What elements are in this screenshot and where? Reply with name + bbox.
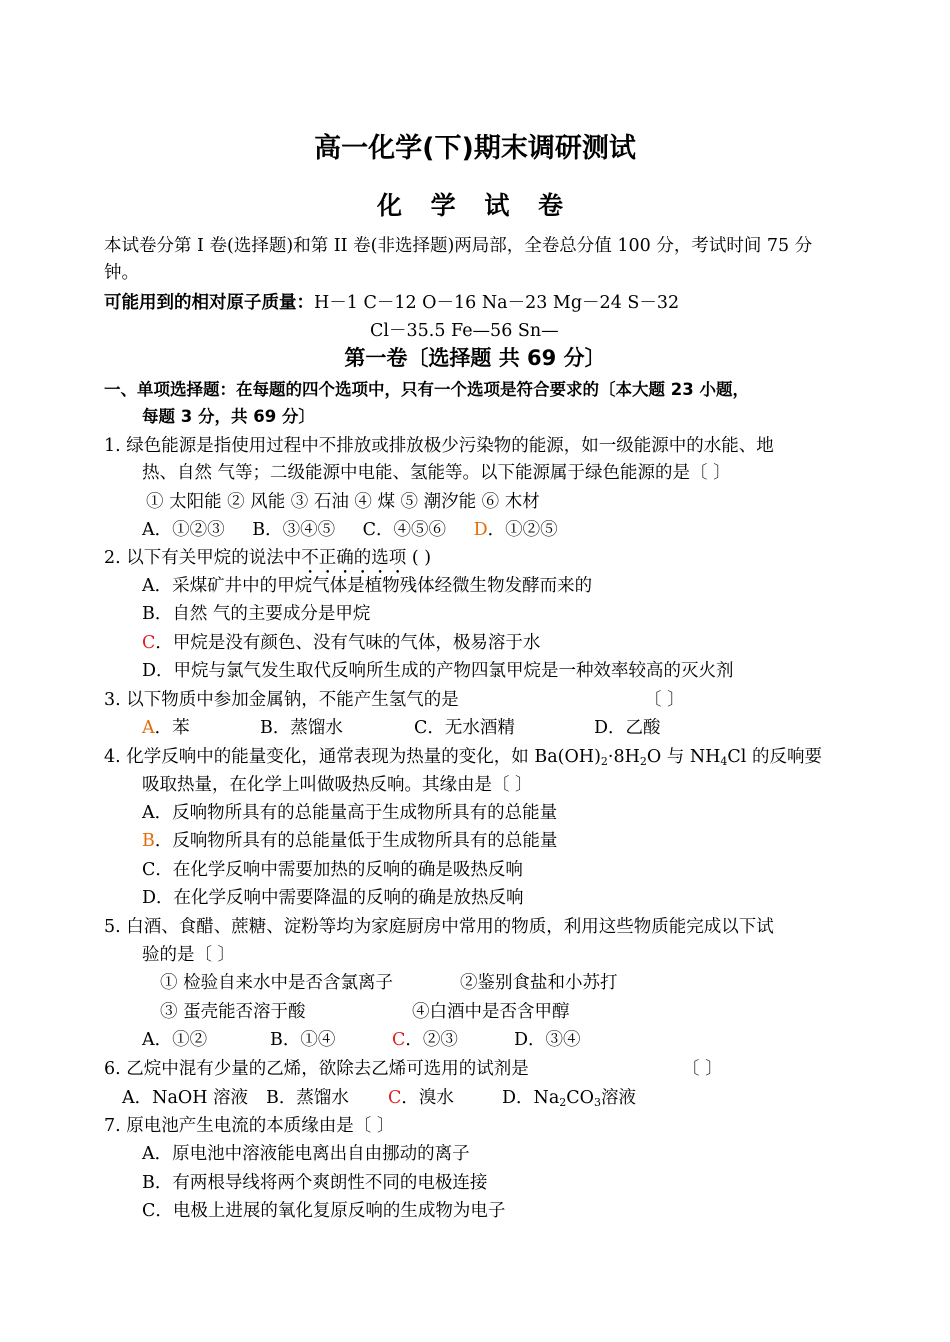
option-c: C．④⑤⑥ bbox=[362, 520, 447, 540]
question-5-item-2: ②鉴别食盐和小苏打 bbox=[460, 973, 618, 993]
question-4-line-2: 吸取热量，在化学上叫做吸热反响。其缘由是〔 〕 bbox=[142, 775, 533, 795]
option-a: A．①②③ bbox=[142, 520, 225, 540]
option-c-line bbox=[392, 1027, 458, 1053]
question-text: 白酒、食醋、蔗糖、淀粉等均为家庭厨房中常用的物质，利用这些物质能完成以下试 bbox=[126, 917, 774, 937]
option-a: A．反响物所具有的总能量高于生成物所具有的总能量 bbox=[142, 803, 558, 823]
formula-part: 溶液 bbox=[601, 1088, 637, 1108]
option-b: B．有两根导线将两个爽朗性不同的电极连接 bbox=[142, 1173, 488, 1193]
option-b: B．③④⑤ bbox=[252, 520, 336, 540]
option-c-key: C bbox=[392, 1030, 406, 1050]
option-c: ．甲烷是没有颜色、没有气味的气体，极易溶于水 bbox=[155, 633, 541, 653]
atomic-mass-line bbox=[104, 290, 679, 316]
section-instructions-2: 每题 3 分，共 69 分〕 bbox=[142, 407, 315, 426]
formula-part: ·8H bbox=[607, 747, 640, 767]
question-1-items: ① 太阳能 ② 风能 ③ 石油 ④ 煤 ⑤ 潮汐能 ⑥ 木材 bbox=[146, 492, 540, 512]
question-number: 7. bbox=[104, 1116, 121, 1136]
section-title: 第一卷〔选择题 共 69 分〕 bbox=[344, 346, 606, 370]
question-text: 以下有关甲烷的说法中 bbox=[126, 548, 302, 568]
option-a: A．采煤矿井中的甲烷气体是植物残体经微生物发酵而来的 bbox=[142, 576, 593, 596]
option-b: B．①④ bbox=[270, 1030, 336, 1050]
option-c-line bbox=[388, 1085, 454, 1111]
answer-paren: ( ) bbox=[406, 548, 432, 568]
option-d-key: D bbox=[473, 520, 488, 540]
exam-subtitle: 化 学 试 卷 bbox=[376, 191, 574, 220]
option-d: D．在化学反响中需要降温的反响的确是放热反响 bbox=[142, 888, 524, 908]
option-b: ．反响物所具有的总能量低于生成物所具有的总能量 bbox=[154, 831, 558, 851]
option-c: ．溴水 bbox=[401, 1088, 454, 1108]
option-d bbox=[502, 1085, 636, 1116]
question-number: 5. bbox=[104, 917, 121, 937]
question-5-item-3: ③ 蛋壳能否溶于酸 bbox=[160, 1002, 306, 1022]
question-number: 4. bbox=[104, 747, 121, 767]
question-1-options bbox=[142, 517, 558, 543]
option-a: ．苯 bbox=[154, 718, 190, 738]
question-5-item-1: ① 检验自来水中是否含氯离子 bbox=[160, 973, 394, 993]
section-instructions-1: 一、单项选择题：在每题的四个选项中，只有一个选项是符合要求的〔本大题 23 小题， bbox=[104, 380, 749, 399]
option-d: D．乙酸 bbox=[594, 718, 661, 738]
answer-paren: 〔 〕 bbox=[682, 1059, 723, 1079]
option-a: A．①② bbox=[142, 1030, 208, 1050]
formula-part: D．Na bbox=[502, 1088, 560, 1108]
intro-line-1: 本试卷分第 I 卷(选择题)和第 II 卷(非选择题)两局部，全卷总分值 100 分，考试时间 75 分 bbox=[104, 236, 813, 256]
question-number: 3. bbox=[104, 690, 121, 710]
question-text: 化学反响中的能量变化，通常表现为热量的变化，如 Ba(OH) bbox=[126, 747, 601, 767]
option-b: B．蒸馏水 bbox=[260, 718, 343, 738]
question-text: 乙烷中混有少量的乙烯，欲除去乙烯可选用的试剂是 bbox=[126, 1059, 529, 1079]
question-number: 1. bbox=[104, 436, 121, 456]
question-3-line-1 bbox=[104, 687, 459, 713]
question-5-line-2: 验的是〔 〕 bbox=[142, 945, 236, 965]
subscript: 3 bbox=[594, 1096, 602, 1109]
option-a: A．原电池中溶液能电离出自由挪动的离子 bbox=[142, 1144, 470, 1164]
atomic-mass-label: 可能用到的相对原子质量： bbox=[104, 293, 314, 313]
option-c: C．电极上进展的氧化复原反响的生成物为电子 bbox=[142, 1201, 506, 1221]
question-text: 绿色能源是指使用过程中不排放或排放极少污染物的能源，如一级能源中的水能、地 bbox=[126, 436, 774, 456]
option-b-key: B bbox=[142, 831, 155, 851]
option-c: ．②③ bbox=[405, 1030, 458, 1050]
formula-part: CO bbox=[566, 1088, 595, 1108]
option-d: D．③④ bbox=[514, 1030, 581, 1050]
question-3-options bbox=[142, 715, 190, 741]
answer-paren: 〔 〕 bbox=[644, 690, 685, 710]
option-d: D．甲烷与氯气发生取代反响所生成的产物四氯甲烷是一种效率较高的灭火剂 bbox=[142, 661, 734, 681]
option-c: C．在化学反响中需要加热的反响的确是吸热反响 bbox=[142, 860, 523, 880]
question-1-line-2: 热、自然 气等；二级能源中电能、氢能等。以下能源属于绿色能源的是〔 〕 bbox=[142, 463, 731, 483]
subscript: 2 bbox=[600, 755, 608, 768]
option-b: B．自然 气的主要成分是甲烷 bbox=[142, 604, 371, 624]
subscript: 2 bbox=[639, 755, 647, 768]
question-4-line-1 bbox=[104, 744, 822, 775]
option-a: A．NaOH 溶液 bbox=[122, 1088, 249, 1108]
question-text: Cl 的反响要 bbox=[727, 747, 822, 767]
question-text: 以下物质中参加金属钠，不能产生氢气的是 bbox=[126, 690, 459, 710]
option-b-line bbox=[142, 828, 557, 854]
formula-part: O 与 NH bbox=[646, 747, 721, 767]
question-5-line-1 bbox=[104, 914, 774, 940]
option-a-key: A bbox=[142, 718, 155, 738]
option-c-key: C bbox=[142, 633, 156, 653]
question-7-line-1 bbox=[104, 1113, 394, 1139]
intro-line-2: 钟。 bbox=[104, 263, 139, 283]
option-c-key: C bbox=[388, 1088, 402, 1108]
question-6-line-1 bbox=[104, 1056, 529, 1082]
subscript: 2 bbox=[559, 1096, 567, 1109]
atomic-mass-values-1: H－1 C－12 O－16 Na－23 Mg－24 S－32 bbox=[314, 293, 680, 313]
atomic-mass-values-2: Cl－35.5 Fe—56 Sn— bbox=[370, 321, 559, 341]
exam-title: 高一化学(下)期末调研测试 bbox=[314, 133, 636, 164]
question-5-item-4: ④白酒中是否含甲醇 bbox=[412, 1002, 570, 1022]
option-d: ．①②⑤ bbox=[487, 520, 558, 540]
option-c: C．无水酒精 bbox=[414, 718, 515, 738]
question-text: 原电池产生电流的本质缘由是〔 〕 bbox=[126, 1116, 395, 1136]
question-1-line-1 bbox=[104, 433, 774, 459]
option-b: B．蒸馏水 bbox=[266, 1088, 349, 1108]
question-number: 6. bbox=[104, 1059, 121, 1079]
question-number: 2. bbox=[104, 548, 121, 568]
option-c-line bbox=[142, 630, 540, 656]
emphasis-text: 不正确的选项 bbox=[301, 548, 407, 568]
subscript: 4 bbox=[720, 755, 728, 768]
